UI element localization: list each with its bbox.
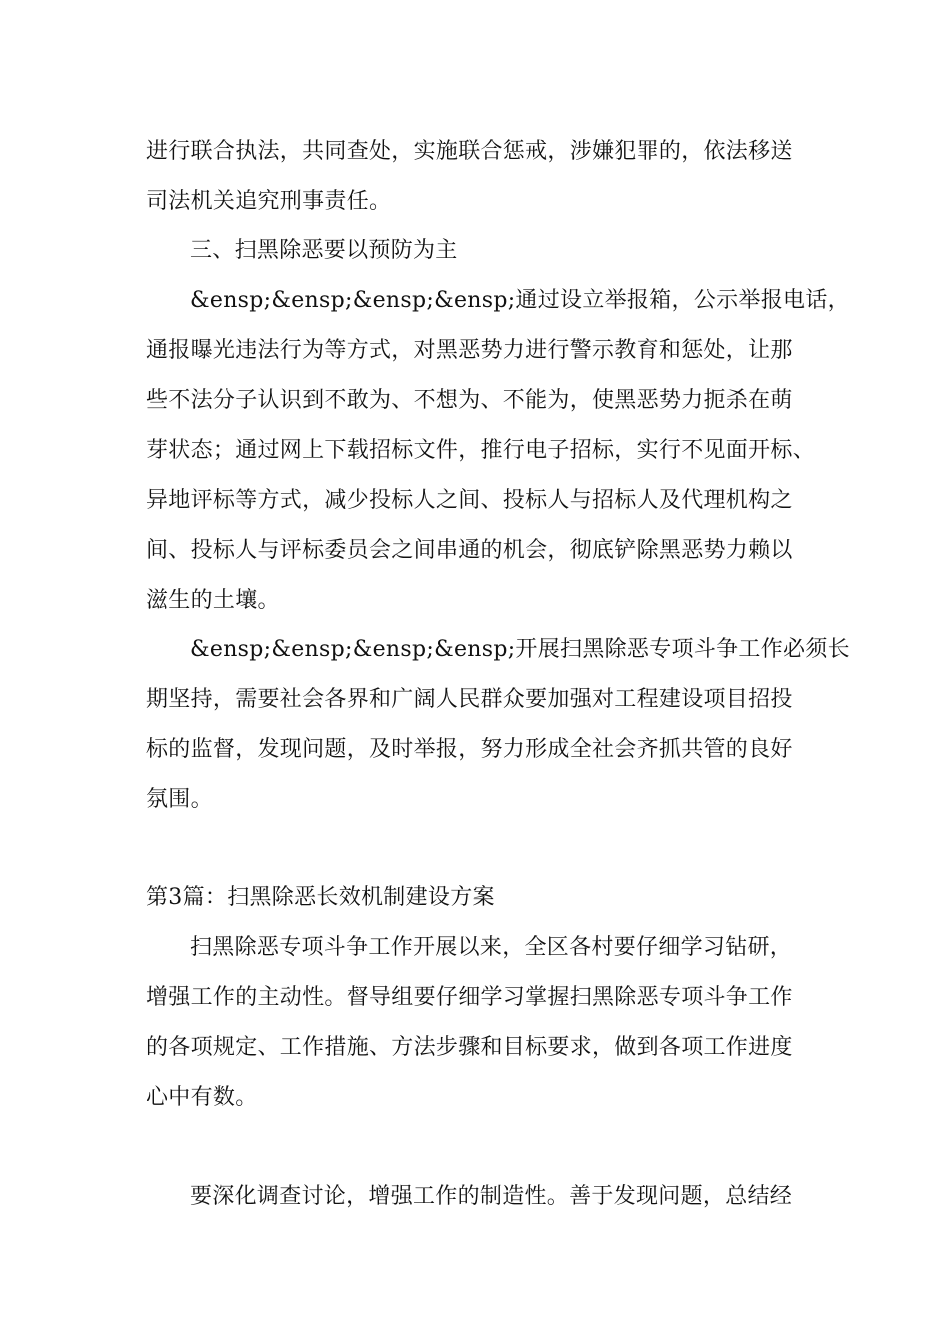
section-heading: 三、扫黑除恶要以预防为主: [190, 238, 458, 263]
text-line: 要深化调查讨论，增强工作的制造性。善于发现问题，总结经: [190, 1184, 793, 1209]
text-line: &ensp;&ensp;&ensp;&ensp;开展扫黑除恶专项斗争工作必须长: [190, 637, 850, 662]
text-line: 的各项规定、工作措施、方法步骤和目标要求，做到各项工作进度: [146, 1035, 793, 1060]
text-line: 扫黑除恶专项斗争工作开展以来，全区各村要仔细学习钻研，: [190, 935, 793, 960]
text-line: 氛围。: [146, 787, 213, 812]
text-line: 期坚持，需要社会各界和广阔人民群众要加强对工程建设项目招投: [146, 687, 793, 712]
text-line: &ensp;&ensp;&ensp;&ensp;通过设立举报箱，公示举报电话，: [190, 288, 850, 313]
text-line: 心中有数。: [146, 1085, 258, 1110]
text-line: 进行联合执法，共同查处，实施联合惩戒，涉嫌犯罪的，依法移送: [146, 139, 793, 164]
text-line: 通报曝光违法行为等方式，对黑恶势力进行警示教育和惩处，让那: [146, 338, 793, 363]
text-line: 司法机关追究刑事责任。: [146, 189, 392, 214]
text-line: 间、投标人与评标委员会之间串通的机会，彻底铲除黑恶势力赖以: [146, 538, 793, 563]
text-line: 标的监督，发现问题，及时举报，努力形成全社会齐抓共管的良好: [146, 737, 793, 762]
text-line: 芽状态；通过网上下载招标文件，推行电子招标，实行不见面开标、: [146, 438, 816, 463]
text-line: 些不法分子认识到不敢为、不想为、不能为，使黑恶势力扼杀在萌: [146, 388, 793, 413]
text-line: 异地评标等方式，减少投标人之间、投标人与招标人及代理机构之: [146, 488, 793, 513]
article-title: 第3篇：扫黑除恶长效机制建设方案: [146, 885, 495, 910]
text-line: 增强工作的主动性。督导组要仔细学习掌握扫黑除恶专项斗争工作: [146, 985, 793, 1010]
text-line: 滋生的土壤。: [146, 588, 280, 613]
